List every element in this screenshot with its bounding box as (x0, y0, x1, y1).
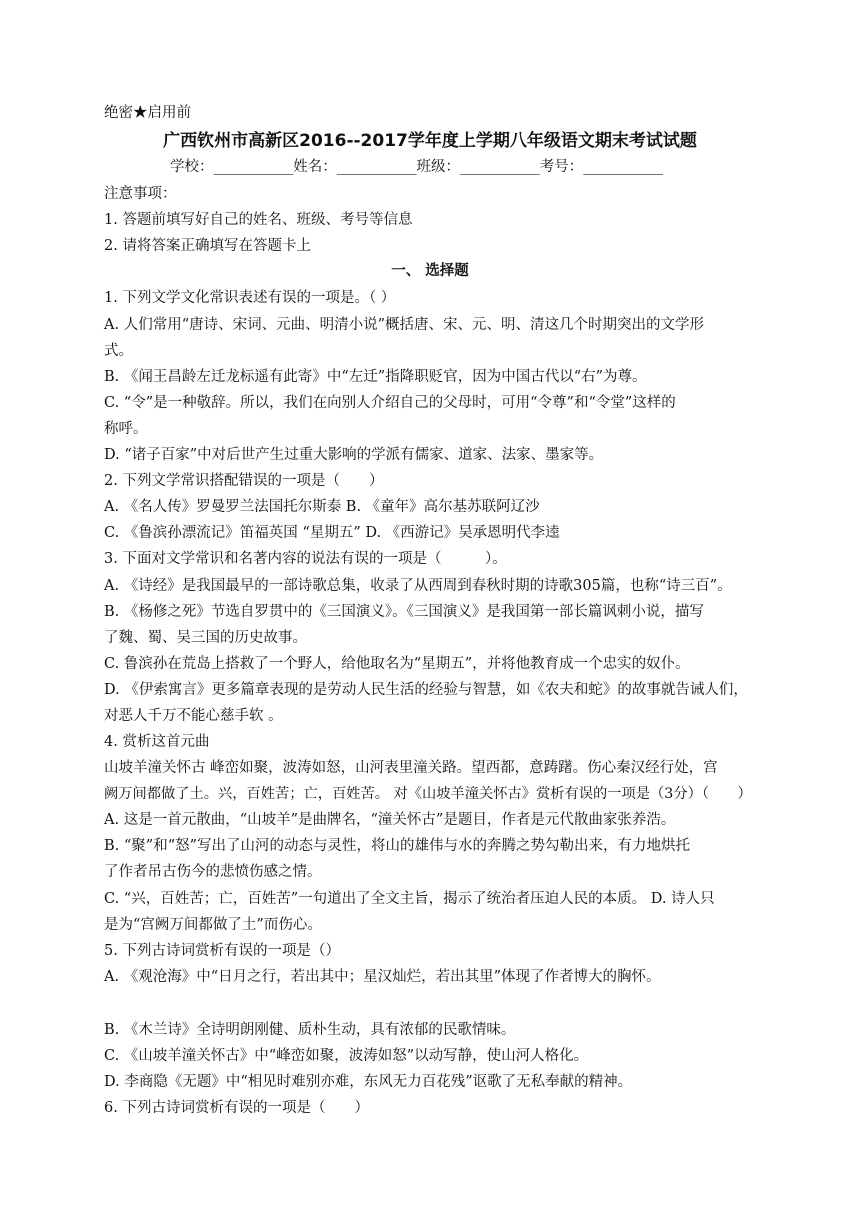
notice-item: 1. 答题前填写好自己的姓名、班级、考号等信息 (104, 212, 413, 228)
question-line: A. 人们常用“唐诗、宋词、元曲、明清小说”概括唐、宋、元、明、清这几个时期突出的文学形 (104, 317, 705, 333)
question-line: D. 《伊索寓言》更多篇章表现的是劳动人民生活的经验与智慧，如《农夫和蛇》的故事就告诫人们， (104, 682, 748, 698)
question-line: 了魏、蜀、吴三国的历史故事。 (104, 630, 307, 646)
question-line: B. “聚”和“怒”写出了山河的动态与灵性，将山的雄伟与水的奔腾之势勾勒出来，有力地烘托 (104, 838, 691, 854)
question-line: 是为“宫阙万间都做了土”而伤心。 (104, 917, 322, 933)
exam-title: 广西钦州市高新区2016--2017学年度上学期八年级语文期末考试试题 (163, 131, 697, 151)
question-line: C. 鲁滨孙在荒岛上搭救了一个野人，给他取名为“星期五”，并将他教育成一个忠实的奴仆。 (104, 656, 690, 672)
confidential-mark: 绝密★启用前 (104, 105, 191, 121)
question-line: 山坡羊潼关怀古 峰峦如聚，波涛如怒，山河表里潼关路。望西都，意踌躇。伤心秦汉经行处，宫 (104, 760, 718, 776)
question-line: B. 《木兰诗》全诗明朗刚健、质朴生动，具有浓郁的民歌情味。 (104, 1022, 516, 1038)
question-line: 阙万间都做了土。兴，百姓苦；亡，百姓苦。 对《山坡羊潼关怀古》赏析有误的一项是（3分）（ ） (104, 786, 752, 802)
notice-item: 2. 请将答案正确填写在答题卡上 (104, 238, 311, 254)
question-line: A. 这是一首元散曲，“山坡羊”是曲牌名，“潼关怀古”是题目，作者是元代散曲家张养浩。 (104, 812, 676, 828)
section-title: 一、 选择题 (391, 263, 469, 279)
question-line: C. “兴，百姓苦；亡，百姓苦”一句道出了全文主旨，揭示了统治者压迫人民的本质。 D. 诗人只 (104, 891, 715, 907)
question-line: 5. 下列古诗词赏析有误的一项是（） (104, 943, 340, 959)
question-line: 3. 下面对文学常识和名著内容的说法有误的一项是（ ）。 (104, 551, 507, 567)
question-line: B. 《杨修之死》节选自罗贯中的《三国演义》。《三国演义》是我国第一部长篇讽刺小说，描写 (104, 604, 704, 620)
student-info-fields: 学校：___________姓名：___________班级：___________考号：___________ (170, 159, 663, 175)
question-line: A. 《诗经》是我国最早的一部诗歌总集，收录了从西周到春秋时期的诗歌305篇，也称“诗三百”。 (104, 578, 732, 594)
question-line: C. 《山坡羊潼关怀古》中“峰峦如聚，波涛如怒”以动写静，使山河人格化。 (104, 1048, 589, 1064)
question-line: 4. 赏析这首元曲 (104, 734, 210, 750)
question-line: 了作者吊古伤今的悲愤伤感之情。 (104, 864, 322, 880)
question-line: C. 《鲁滨孙漂流记》笛福英国 “星期五” D. 《西游记》吴承恩明代李逵 (104, 525, 560, 541)
question-line: C. “令”是一种敬辞。所以，我们在向别人介绍自己的父母时，可用“令尊”和“令堂”这样的 (104, 395, 676, 411)
question-line: D. 李商隐《无题》中“相见时难别亦难，东风无力百花残”讴歌了无私奉献的精神。 (104, 1074, 633, 1090)
question-line: A. 《名人传》罗曼罗兰法国托尔斯泰 B. 《童年》高尔基苏联阿辽沙 (104, 499, 540, 515)
question-line: 式。 (104, 343, 133, 359)
question-line: B. 《闻王昌龄左迁龙标遥有此寄》中“左迁”指降职贬官，因为中国古代以“右”为尊。 (104, 369, 647, 385)
question-line: 1. 下列文学文化常识表述有误的一项是。（ ） (104, 290, 396, 306)
question-line: A. 《观沧海》中“日月之行，若出其中；星汉灿烂，若出其里”体现了作者博大的胸怀。 (104, 969, 661, 985)
notice-heading: 注意事项： (104, 186, 177, 202)
question-line: 6. 下列古诗词赏析有误的一项是（ ） (104, 1100, 369, 1116)
question-line: 2. 下列文学常识搭配错误的一项是（ ） (104, 473, 384, 489)
question-line: 称呼。 (104, 421, 148, 437)
question-line: D. “诸子百家”中对后世产生过重大影响的学派有儒家、道家、法家、墨家等。 (104, 447, 604, 463)
question-line: 对恶人千万不能心慈手软 。 (104, 708, 283, 724)
